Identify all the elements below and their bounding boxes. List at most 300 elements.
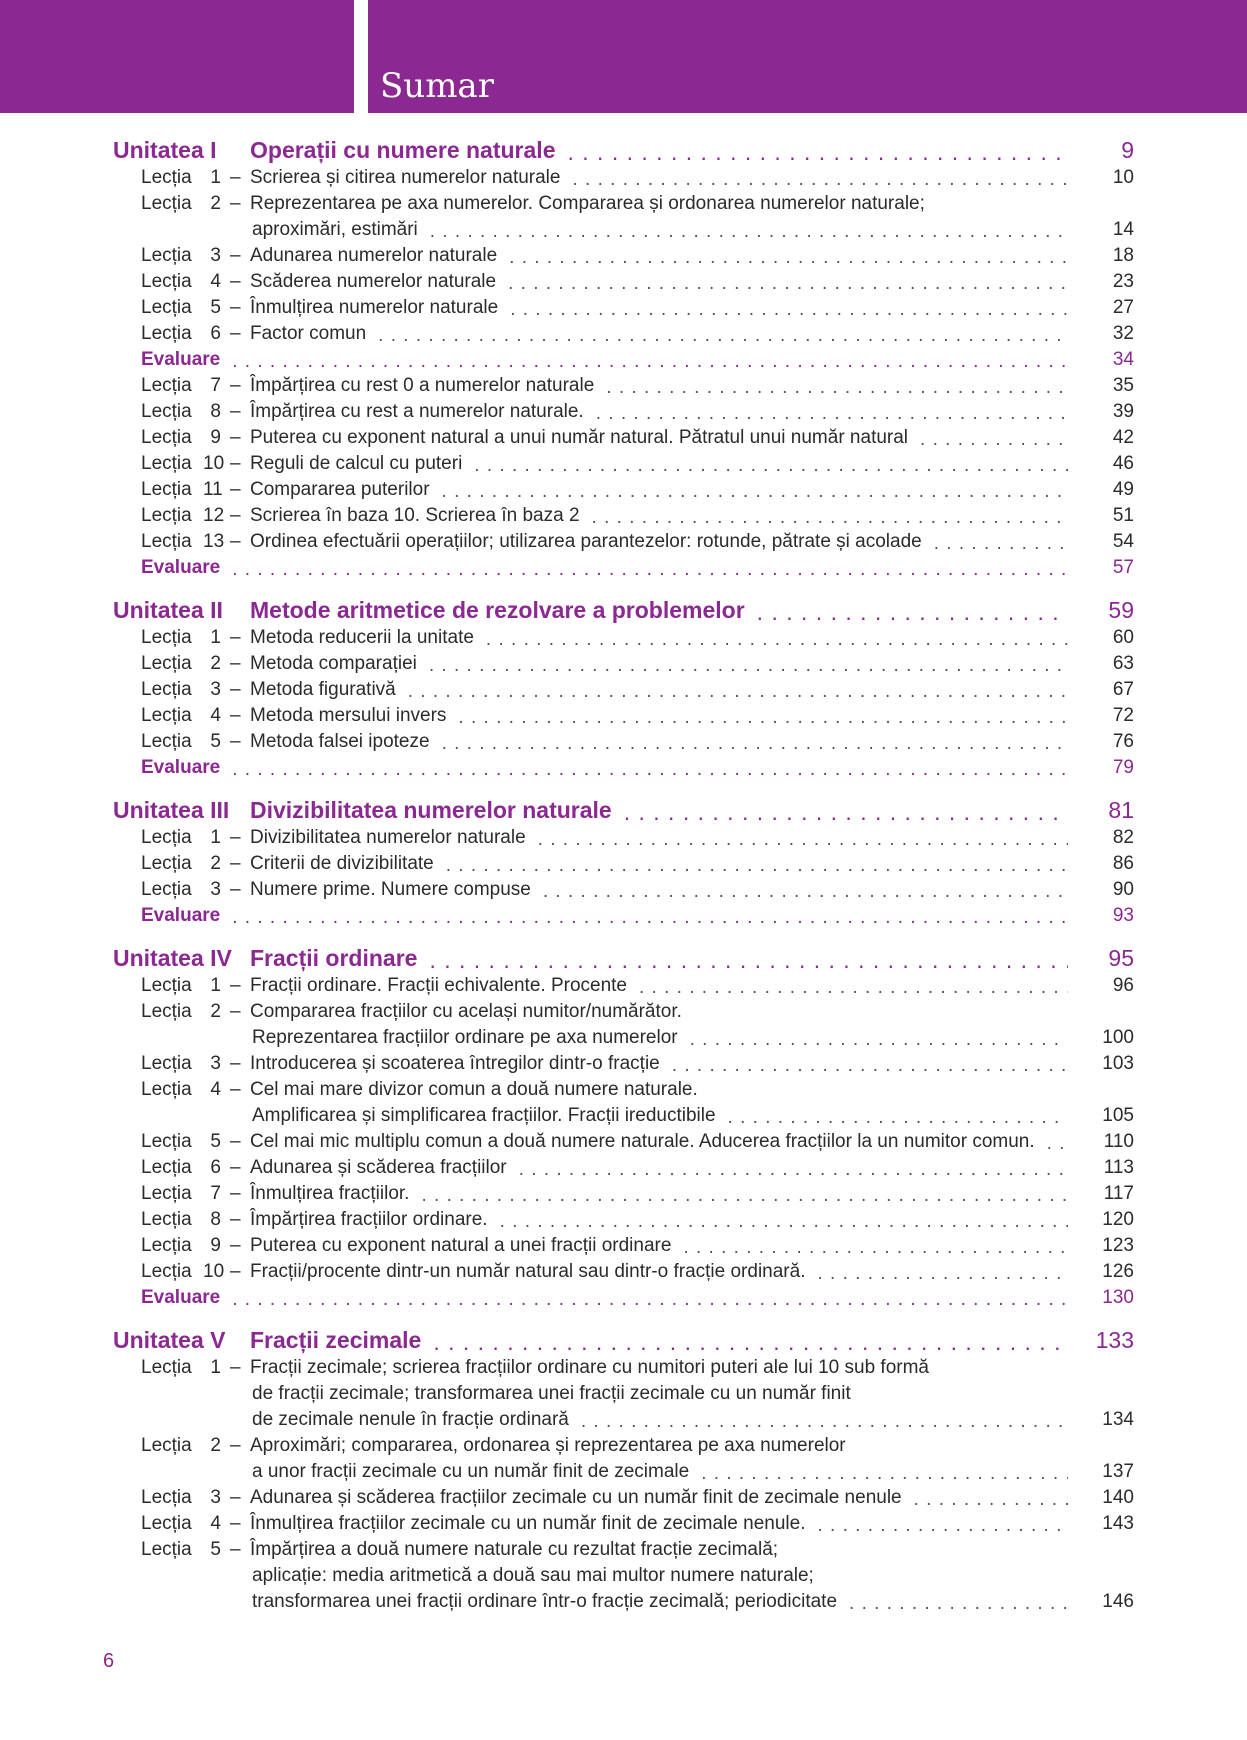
lesson-dash: – — [230, 1235, 241, 1256]
lesson-label: Lecția — [141, 1261, 192, 1282]
lesson-page: 23 — [1068, 269, 1134, 295]
lesson-page: 137 — [1068, 1459, 1134, 1485]
lesson-title — [250, 1511, 1134, 1537]
lesson-title-text: Metoda mersului invers . . . — [250, 705, 452, 726]
lesson-page: 113 — [1068, 1155, 1134, 1181]
lesson-dash: – — [230, 1435, 241, 1456]
unit-title-text: Operații cu numere naturale . . . — [250, 137, 561, 163]
evaluation-page: 130 — [1068, 1285, 1134, 1311]
lesson-title — [250, 851, 1134, 877]
lesson-dash: – — [230, 297, 241, 318]
lesson-title — [250, 1207, 1134, 1233]
evaluation-entry[interactable] — [0, 755, 1247, 781]
lesson-label: Lecția — [141, 827, 192, 848]
lesson-label: Lecția — [141, 531, 192, 552]
lesson-entry[interactable] — [0, 425, 1247, 451]
evaluation-entry[interactable] — [0, 903, 1247, 929]
lesson-page: 120 — [1068, 1207, 1134, 1233]
lesson-page: 46 — [1068, 451, 1134, 477]
lesson-number: 2 — [210, 1435, 221, 1456]
lesson-page: 63 — [1068, 651, 1134, 677]
lesson-dash: – — [230, 245, 241, 266]
lesson-title — [250, 1181, 1134, 1207]
lesson-dash: – — [230, 827, 241, 848]
lesson-number: 5 — [210, 1539, 221, 1560]
lesson-title-text: Împărțirea fracțiilor ordinare. . . . — [250, 1209, 494, 1230]
unit-number: Unitatea I — [113, 137, 217, 163]
lesson-title-text: Adunarea numerelor naturale . . . — [250, 245, 503, 266]
lesson-label: Lecția — [141, 193, 192, 214]
lesson-number: 8 — [210, 1209, 221, 1230]
lesson-title — [250, 651, 1134, 677]
lesson-title-text: Compararea fracțiilor cu același numitor/numărător. — [250, 1001, 682, 1022]
lesson-entry[interactable] — [0, 451, 1247, 477]
lesson-label: Lecția — [141, 975, 192, 996]
lesson-page: 60 — [1068, 625, 1134, 651]
unit-title — [250, 795, 1134, 825]
lesson-entry[interactable] — [0, 1511, 1247, 1537]
lesson-label: Lecția — [141, 1209, 192, 1230]
lesson-title-text: Metoda reducerii la unitate . . . — [250, 627, 480, 648]
lesson-title-text: Fracții zecimale; scrierea fracțiilor ordinare cu numitori puteri ale lui 10 sub formă — [250, 1357, 929, 1378]
lesson-page: 86 — [1068, 851, 1134, 877]
lesson-page: 146 — [1068, 1589, 1134, 1615]
lesson-number: 1 — [210, 827, 221, 848]
lesson-number: 2 — [210, 193, 221, 214]
lesson-title-text: Scrierea în baza 10. Scrierea în baza 2 . . . — [250, 505, 586, 526]
lesson-number: 5 — [210, 1131, 221, 1152]
lesson-entry-continuation[interactable] — [0, 1563, 1247, 1589]
lesson-page: 140 — [1068, 1485, 1134, 1511]
lesson-title-text: Numere prime. Numere compuse . . . — [250, 879, 537, 900]
unit-title-text: Fracții ordinare . . . — [250, 945, 423, 971]
lesson-number: 4 — [210, 271, 221, 292]
lesson-title — [250, 295, 1134, 321]
lesson-title-text: a unor fracții zecimale cu un număr finit de zecimale . . . — [252, 1461, 695, 1482]
lesson-title-text: transformarea unei fracții ordinare într-o fracție zecimală; periodicitate . . . — [252, 1591, 843, 1612]
lesson-dash: – — [230, 271, 241, 292]
lesson-title — [250, 529, 1134, 555]
lesson-page: 72 — [1068, 703, 1134, 729]
lesson-entry[interactable] — [0, 1433, 1247, 1459]
lesson-label: Lecția — [141, 1001, 192, 1022]
lesson-title-text: Fracții ordinare. Fracții echivalente. Procente . . . — [250, 975, 633, 996]
lesson-page: 100 — [1068, 1025, 1134, 1051]
unit-title — [250, 135, 1134, 165]
lesson-dash: – — [230, 653, 241, 674]
lesson-label: Lecția — [141, 1235, 192, 1256]
lesson-label: Lecția — [141, 679, 192, 700]
lesson-number: 6 — [210, 1157, 221, 1178]
lesson-title-text: Divizibilitatea numerelor naturale . . . — [250, 827, 532, 848]
lesson-title-text: Înmulțirea numerelor naturale . . . — [250, 297, 504, 318]
lesson-title — [250, 373, 1134, 399]
lesson-entry[interactable] — [0, 477, 1247, 503]
lesson-entry[interactable] — [0, 1181, 1247, 1207]
lesson-page: 134 — [1068, 1407, 1134, 1433]
lesson-title-text: Scăderea numerelor naturale . . . — [250, 271, 502, 292]
evaluation-title — [141, 1285, 1134, 1311]
lesson-number: 1 — [210, 1357, 221, 1378]
lesson-number: 3 — [210, 1053, 221, 1074]
lesson-page: 67 — [1068, 677, 1134, 703]
lesson-entry[interactable] — [0, 1051, 1247, 1077]
lesson-entry[interactable] — [0, 651, 1247, 677]
page-number: 6 — [103, 1650, 115, 1672]
lesson-entry[interactable] — [0, 269, 1247, 295]
lesson-dash: – — [230, 1053, 241, 1074]
lesson-label: Lecția — [141, 1183, 192, 1204]
lesson-page: 27 — [1068, 295, 1134, 321]
unit-number: Unitatea III — [113, 797, 230, 823]
lesson-label: Lecția — [141, 705, 192, 726]
lesson-entry-continuation[interactable] — [0, 1103, 1247, 1129]
lesson-title-text: Ordinea efectuării operațiilor; utilizarea parantezelor: rotunde, pătrate și acolade . . . — [250, 531, 928, 552]
lesson-title — [252, 1381, 1134, 1407]
evaluation-page: 57 — [1068, 555, 1134, 581]
lesson-page: 90 — [1068, 877, 1134, 903]
lesson-title — [250, 165, 1134, 191]
evaluation-page: 79 — [1068, 755, 1134, 781]
lesson-title — [250, 1051, 1134, 1077]
lesson-dash: – — [230, 1487, 241, 1508]
lesson-number: 4 — [210, 705, 221, 726]
lesson-label: Lecția — [141, 1435, 192, 1456]
unit-title-text: Metode aritmetice de rezolvare a problemelor . . . — [250, 597, 751, 623]
lesson-entry-continuation[interactable] — [0, 1407, 1247, 1433]
lesson-title-text: Puterea cu exponent natural a unui număr natural. Pătratul unui număr natural . . . — [250, 427, 914, 448]
lesson-entry[interactable] — [0, 677, 1247, 703]
lesson-number: 1 — [210, 627, 221, 648]
lesson-dash: – — [230, 531, 241, 552]
lesson-dash: – — [230, 1131, 241, 1152]
lesson-title — [250, 729, 1134, 755]
lesson-dash: – — [230, 479, 241, 500]
lesson-title-text: aplicație: media aritmetică a două sau mai multor numere naturale; — [252, 1565, 814, 1586]
lesson-label: Lecția — [141, 401, 192, 422]
lesson-label: Lecția — [141, 1131, 192, 1152]
lesson-page: 18 — [1068, 243, 1134, 269]
lesson-entry[interactable] — [0, 503, 1247, 529]
lesson-page: 35 — [1068, 373, 1134, 399]
lesson-number: 7 — [210, 1183, 221, 1204]
unit-title-text: Fracții zecimale . . . — [250, 1327, 427, 1353]
lesson-entry[interactable] — [0, 165, 1247, 191]
lesson-entry[interactable] — [0, 399, 1247, 425]
lesson-entry[interactable] — [0, 1155, 1247, 1181]
lesson-page: 126 — [1068, 1259, 1134, 1285]
unit-page: 133 — [1068, 1325, 1134, 1355]
lesson-title-text: Împărțirea a două numere naturale cu rezultat fracție zecimală; — [250, 1539, 779, 1560]
lesson-dash: – — [230, 1261, 241, 1282]
evaluation-title — [141, 347, 1134, 373]
lesson-title-text: Metoda figurativă . . . — [250, 679, 402, 700]
lesson-dash: – — [230, 1157, 241, 1178]
lesson-label: Lecția — [141, 627, 192, 648]
lesson-page: 32 — [1068, 321, 1134, 347]
lesson-entry[interactable] — [0, 529, 1247, 555]
lesson-number: 2 — [210, 653, 221, 674]
lesson-title-text: Înmulțirea fracțiilor. . . . — [250, 1183, 415, 1204]
lesson-entry-continuation[interactable] — [0, 1025, 1247, 1051]
lesson-entry[interactable] — [0, 1129, 1247, 1155]
lesson-title-text: Criterii de divizibilitate . . . — [250, 853, 440, 874]
lesson-title-text: de fracții zecimale; transformarea unei fracții zecimale cu un număr finit — [252, 1383, 851, 1404]
lesson-label: Lecția — [141, 1539, 192, 1560]
lesson-title-text: Adunarea și scăderea fracțiilor . . . — [250, 1157, 513, 1178]
lesson-number: 2 — [210, 853, 221, 874]
lesson-title-text: Amplificarea și simplificarea fracțiilor. Fracții ireductibile . . . — [252, 1105, 722, 1126]
lesson-title — [252, 1407, 1134, 1433]
lesson-title — [250, 825, 1134, 851]
lesson-dash: – — [230, 1079, 241, 1100]
lesson-entry[interactable] — [0, 1485, 1247, 1511]
lesson-title — [252, 1025, 1134, 1051]
evaluation-page: 34 — [1068, 347, 1134, 373]
lesson-dash: – — [230, 453, 241, 474]
lesson-title — [250, 1433, 1134, 1459]
lesson-dash: – — [230, 167, 241, 188]
lesson-entry[interactable] — [0, 243, 1247, 269]
lesson-number: 4 — [210, 1079, 221, 1100]
lesson-title — [250, 999, 1134, 1025]
lesson-title — [250, 677, 1134, 703]
lesson-number: 13 — [203, 531, 225, 552]
lesson-entry[interactable] — [0, 999, 1247, 1025]
lesson-title-text: Scrierea și citirea numerelor naturale . . . — [250, 167, 566, 188]
lesson-title — [250, 1077, 1134, 1103]
lesson-dash: – — [230, 975, 241, 996]
evaluation-entry[interactable] — [0, 1285, 1247, 1311]
lesson-dash: – — [230, 1209, 241, 1230]
lesson-title-text: Compararea puterilor . . . — [250, 479, 436, 500]
lesson-label: Lecția — [141, 1513, 192, 1534]
lesson-title — [250, 1233, 1134, 1259]
unit-heading[interactable] — [0, 795, 1247, 825]
lesson-entry[interactable] — [0, 191, 1247, 217]
lesson-number: 3 — [210, 1487, 221, 1508]
lesson-page: 105 — [1068, 1103, 1134, 1129]
evaluation-page: 93 — [1068, 903, 1134, 929]
lesson-entry-continuation[interactable] — [0, 1589, 1247, 1615]
lesson-entry[interactable] — [0, 321, 1247, 347]
lesson-entry[interactable] — [0, 1355, 1247, 1381]
evaluation-entry[interactable] — [0, 555, 1247, 581]
lesson-entry[interactable] — [0, 1259, 1247, 1285]
lesson-label: Lecția — [141, 853, 192, 874]
lesson-title — [250, 1155, 1134, 1181]
lesson-entry[interactable] — [0, 1233, 1247, 1259]
lesson-label: Lecția — [141, 1053, 192, 1074]
lesson-title — [250, 1355, 1134, 1381]
lesson-number: 9 — [210, 427, 221, 448]
unit-title-text: Divizibilitatea numerelor naturale . . . — [250, 797, 618, 823]
lesson-label: Lecția — [141, 879, 192, 900]
evaluation-entry[interactable] — [0, 347, 1247, 373]
lesson-page: 39 — [1068, 399, 1134, 425]
lesson-entry[interactable] — [0, 973, 1247, 999]
lesson-page: 143 — [1068, 1511, 1134, 1537]
lesson-label: Lecția — [141, 479, 192, 500]
lesson-label: Lecția — [141, 1487, 192, 1508]
lesson-title — [252, 1103, 1134, 1129]
lesson-label: Lecția — [141, 453, 192, 474]
lesson-entry[interactable] — [0, 877, 1247, 903]
lesson-title — [250, 973, 1134, 999]
lesson-title — [250, 625, 1134, 651]
lesson-number: 6 — [210, 323, 221, 344]
lesson-title-text: Introducerea și scoaterea întregilor dintr-o fracție . . . — [250, 1053, 666, 1074]
unit-title — [250, 595, 1134, 625]
lesson-number: 4 — [210, 1513, 221, 1534]
unit-heading[interactable] — [0, 595, 1247, 625]
lesson-entry[interactable] — [0, 1077, 1247, 1103]
lesson-entry-continuation[interactable] — [0, 217, 1247, 243]
unit-number: Unitatea II — [113, 597, 223, 623]
lesson-dash: – — [230, 1357, 241, 1378]
lesson-dash: – — [230, 1539, 241, 1560]
lesson-title — [252, 1459, 1134, 1485]
lesson-label: Lecția — [141, 271, 192, 292]
lesson-label: Lecția — [141, 505, 192, 526]
lesson-number: 5 — [210, 297, 221, 318]
lesson-page: 123 — [1068, 1233, 1134, 1259]
lesson-entry[interactable] — [0, 373, 1247, 399]
lesson-dash: – — [230, 427, 241, 448]
lesson-number: 7 — [210, 375, 221, 396]
lesson-title-text: Metoda comparației . . . — [250, 653, 423, 674]
unit-number: Unitatea IV — [113, 945, 232, 971]
lesson-title — [250, 877, 1134, 903]
lesson-entry[interactable] — [0, 295, 1247, 321]
lesson-dash: – — [230, 401, 241, 422]
lesson-title-text: Reprezentarea pe axa numerelor. Compararea și ordonarea numerelor naturale; — [250, 193, 925, 214]
lesson-title — [252, 1563, 1134, 1589]
lesson-entry[interactable] — [0, 1207, 1247, 1233]
lesson-title — [250, 243, 1134, 269]
lesson-dash: – — [230, 731, 241, 752]
lesson-entry[interactable] — [0, 625, 1247, 651]
lesson-entry[interactable] — [0, 703, 1247, 729]
page-title: Sumar — [380, 66, 494, 106]
evaluation-title — [141, 755, 1134, 781]
lesson-number: 1 — [210, 167, 221, 188]
lesson-label: Lecția — [141, 323, 192, 344]
lesson-page: 14 — [1068, 217, 1134, 243]
unit-page: 59 — [1068, 595, 1134, 625]
lesson-title — [252, 1589, 1134, 1615]
lesson-title — [250, 399, 1134, 425]
lesson-title-text: Factor comun . . . — [250, 323, 372, 344]
table-of-contents — [0, 135, 1247, 1615]
lesson-dash: – — [230, 705, 241, 726]
lesson-page: 82 — [1068, 825, 1134, 851]
lesson-title — [250, 425, 1134, 451]
lesson-title-text: Înmulțirea fracțiilor zecimale cu un număr finit de zecimale nenule. . . . — [250, 1513, 811, 1534]
lesson-dash: – — [230, 1183, 241, 1204]
lesson-entry[interactable] — [0, 851, 1247, 877]
lesson-title-text: Adunarea și scăderea fracțiilor zecimale cu un număr finit de zecimale nenule . . . — [250, 1487, 908, 1508]
lesson-label: Lecția — [141, 297, 192, 318]
lesson-label: Lecția — [141, 375, 192, 396]
lesson-page: 42 — [1068, 425, 1134, 451]
lesson-page: 117 — [1068, 1181, 1134, 1207]
header-band-left — [0, 0, 354, 113]
lesson-title — [250, 321, 1134, 347]
lesson-title-text: Puterea cu exponent natural a unei fracții ordinare . . . — [250, 1235, 677, 1256]
lesson-page: 110 — [1068, 1129, 1134, 1155]
lesson-title — [250, 1259, 1134, 1285]
unit-page: 95 — [1068, 943, 1134, 973]
lesson-title-text: Reguli de calcul cu puteri . . . — [250, 453, 468, 474]
lesson-number: 9 — [210, 1235, 221, 1256]
lesson-title — [250, 503, 1134, 529]
lesson-label: Lecția — [141, 1357, 192, 1378]
lesson-page: 54 — [1068, 529, 1134, 555]
lesson-title-text: Fracții/procente dintr-un număr natural sau dintr-o fracție ordinară. . . . — [250, 1261, 811, 1282]
lesson-dash: – — [230, 853, 241, 874]
unit-title — [250, 1325, 1134, 1355]
unit-heading[interactable] — [0, 1325, 1247, 1355]
lesson-dash: – — [230, 627, 241, 648]
lesson-title-text: aproximări, estimări . . . — [252, 219, 424, 240]
lesson-label: Lecția — [141, 731, 192, 752]
lesson-entry[interactable] — [0, 825, 1247, 851]
lesson-page: 10 — [1068, 165, 1134, 191]
lesson-number: 8 — [210, 401, 221, 422]
lesson-title — [250, 451, 1134, 477]
lesson-title-text: Metoda falsei ipoteze . . . — [250, 731, 436, 752]
unit-title — [250, 943, 1134, 973]
lesson-title-text: Cel mai mare divizor comun a două numere naturale. — [250, 1079, 698, 1100]
lesson-number: 2 — [210, 1001, 221, 1022]
lesson-title — [250, 191, 1134, 217]
lesson-dash: – — [230, 679, 241, 700]
evaluation-label: Evaluare . . . — [141, 757, 226, 778]
lesson-number: 11 — [203, 479, 223, 500]
lesson-entry-continuation[interactable] — [0, 1381, 1247, 1407]
lesson-label: Lecția — [141, 653, 192, 674]
evaluation-label: Evaluare . . . — [141, 905, 226, 926]
lesson-page: 76 — [1068, 729, 1134, 755]
evaluation-label: Evaluare . . . — [141, 557, 226, 578]
evaluation-title — [141, 555, 1134, 581]
lesson-entry-continuation[interactable] — [0, 1459, 1247, 1485]
header-band-right — [368, 0, 1247, 113]
lesson-dash: – — [230, 505, 241, 526]
lesson-dash: – — [230, 375, 241, 396]
lesson-number: 3 — [210, 679, 221, 700]
lesson-dash: – — [230, 879, 241, 900]
lesson-label: Lecția — [141, 1079, 192, 1100]
unit-heading[interactable] — [0, 943, 1247, 973]
unit-page: 81 — [1068, 795, 1134, 825]
unit-number: Unitatea V — [113, 1327, 226, 1353]
lesson-dash: – — [230, 193, 241, 214]
lesson-page: 103 — [1068, 1051, 1134, 1077]
lesson-label: Lecția — [141, 245, 192, 266]
lesson-entry[interactable] — [0, 1537, 1247, 1563]
lesson-entry[interactable] — [0, 729, 1247, 755]
evaluation-label: Evaluare . . . — [141, 1287, 226, 1308]
lesson-title-text: de zecimale nenule în fracție ordinară . . . — [252, 1409, 575, 1430]
unit-heading[interactable] — [0, 135, 1247, 165]
lesson-title — [252, 217, 1134, 243]
lesson-number: 10 — [203, 1261, 225, 1282]
lesson-label: Lecția — [141, 427, 192, 448]
lesson-title — [250, 477, 1134, 503]
lesson-title — [250, 1129, 1134, 1155]
